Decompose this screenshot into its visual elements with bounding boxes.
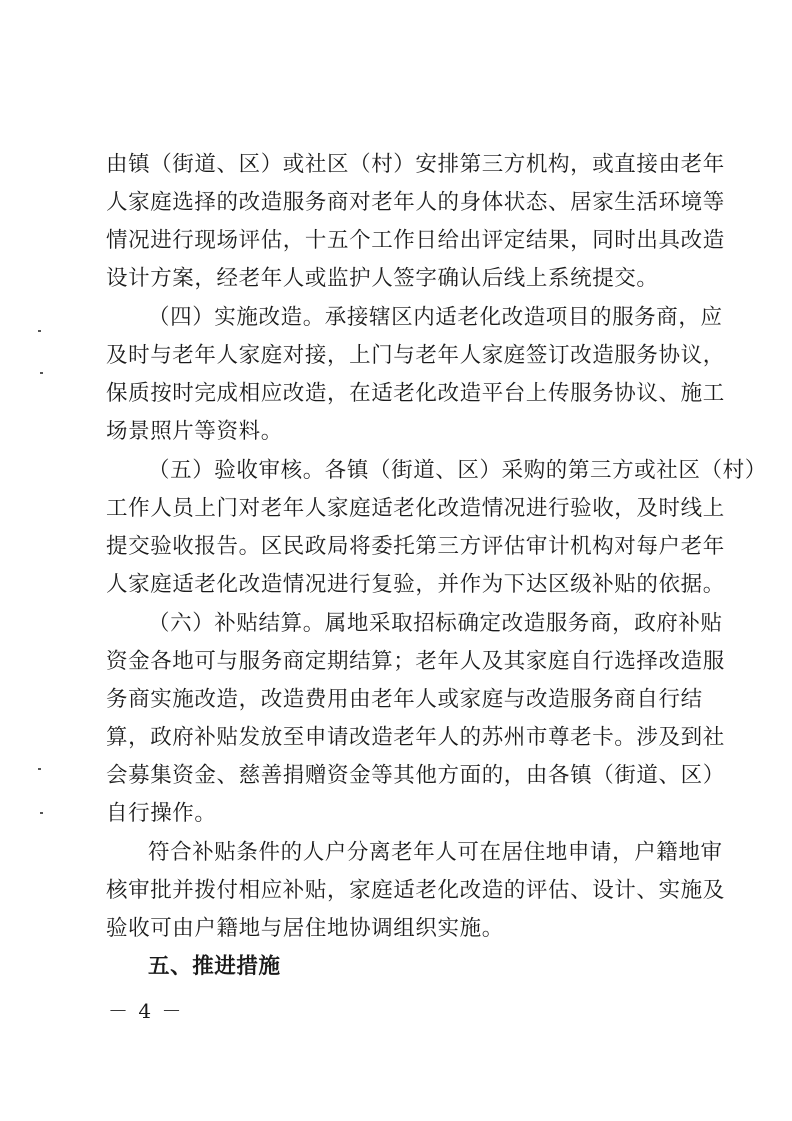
section-5-first-line: （五）验收审核。各镇（街道、区）采购的第三方或社区（村） xyxy=(148,458,767,483)
body-line: 工作人员上门对老年人家庭适老化改造情况进行验收，及时线上 xyxy=(106,496,725,521)
body-line: 及时与老年人家庭对接，上门与老年人家庭签订改造服务协议， xyxy=(106,343,725,368)
body-line: 人家庭适老化改造情况进行复验，并作为下达区级补贴的依据。 xyxy=(106,572,725,597)
body-line: 验收可由户籍地与居住地协调组织实施。 xyxy=(106,916,504,941)
body-line: 会募集资金、慈善捐赠资金等其他方面的，由各镇（街道、区） xyxy=(106,763,725,788)
paragraph-first-line: 符合补贴条件的人户分离老年人可在居住地申请，户籍地审 xyxy=(148,840,723,865)
body-line: 资金各地可与服务商定期结算；老年人及其家庭自行选择改造服 xyxy=(106,649,725,674)
section-6-first-line: （六）补贴结算。属地采取招标确定改造服务商，政府补贴 xyxy=(148,611,723,636)
scan-artifact xyxy=(38,768,41,770)
body-line: 人家庭选择的改造服务商对老年人的身体状态、居家生活环境等 xyxy=(106,190,725,215)
body-line: 保质按时完成相应改造，在适老化改造平台上传服务协议、施工 xyxy=(106,381,725,406)
section-heading: 五、推进措施 xyxy=(148,954,281,979)
body-line: 场景照片等资料。 xyxy=(106,419,283,444)
body-line: 设计方案，经老年人或监护人签字确认后线上系统提交。 xyxy=(106,266,659,291)
body-line: 由镇（街道、区）或社区（村）安排第三方机构，或直接由老年 xyxy=(106,152,725,177)
body-line: 自行操作。 xyxy=(106,801,217,826)
scan-artifact xyxy=(38,330,41,332)
body-line: 核审批并拨付相应补贴，家庭适老化改造的评估、设计、实施及 xyxy=(106,878,725,903)
scan-artifact xyxy=(40,372,43,374)
scan-artifact xyxy=(40,812,43,814)
body-line: 务商实施改造，改造费用由老年人或家庭与改造服务商自行结 xyxy=(106,687,703,712)
section-4-first-line: （四）实施改造。承接辖区内适老化改造项目的服务商，应 xyxy=(148,305,723,330)
body-line: 情况进行现场评估，十五个工作日给出评定结果，同时出具改造 xyxy=(106,228,725,253)
page-number: － 4 － xyxy=(108,999,184,1023)
body-line: 提交验收报告。区民政局将委托第三方评估审计机构对每户老年 xyxy=(106,534,725,559)
body-line: 算，政府补贴发放至申请改造老年人的苏州市尊老卡。涉及到社 xyxy=(106,725,725,750)
